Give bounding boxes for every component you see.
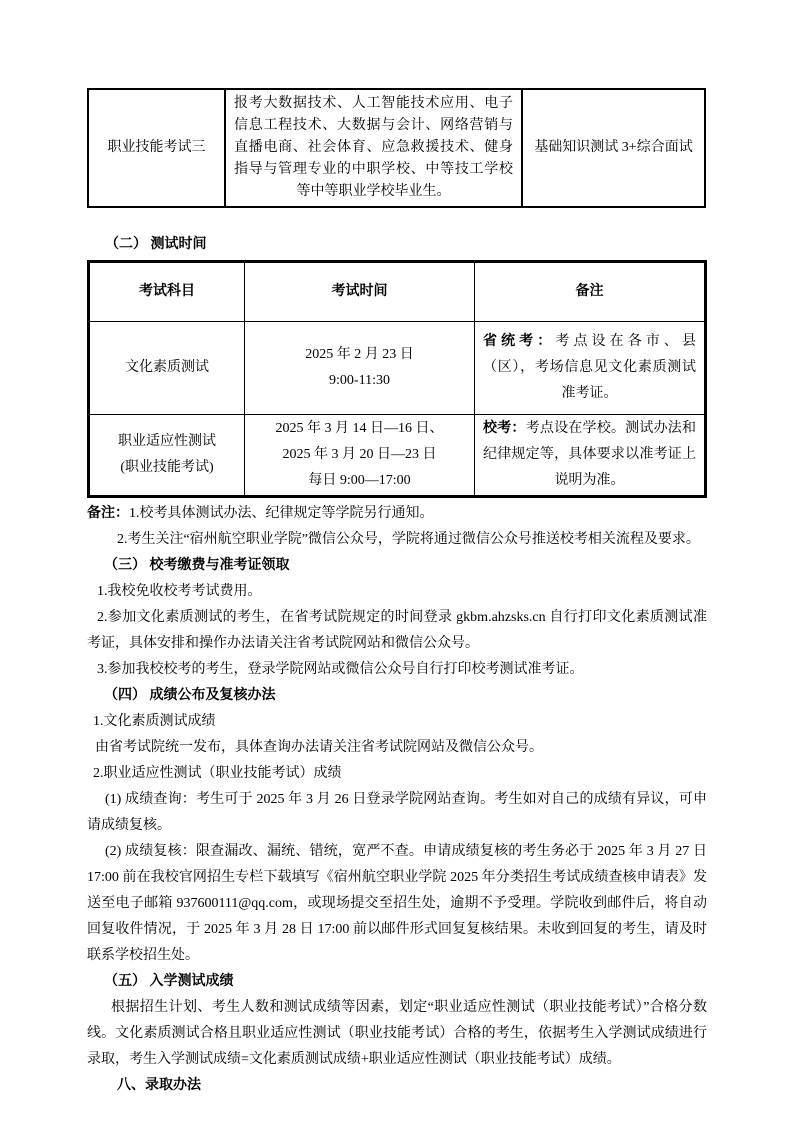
time-line: 2025 年 3 月 20 日—23 日: [282, 447, 437, 462]
remark-cell: [475, 415, 706, 497]
table-header-row: [89, 262, 706, 322]
section-five-heading: （五） 入学测试成绩: [104, 974, 234, 989]
remark-text: 考点设在学校。测试办法和纪律规定等，具体要求以准考证上说明为准。: [483, 421, 697, 488]
table-notes-line1: [87, 501, 707, 527]
time-line: 2025 年 3 月 14 日—16 日、: [275, 421, 444, 436]
remark-label: 校考：: [483, 421, 526, 436]
score-review-paragraph: (2) 成绩复核：限查漏改、漏统、错统，宽严不查。申请成绩复核的考生务必于 2025 年 3 月 27 日 17:00 前在我校官网招生专栏下载填写《宿州航空职业学院 2025 年分类招生考试成绩查核申请表》发送至电子邮箱 937600111@qq.com，或现场提交至招生处，逾期不予受理。学院收到邮件后，将自动回复收件情况，于 2025 年 3 月 28 日 17:00 前以邮件形式回复复核结果。未收到回复的考生，请及时联系学校招生处。: [87, 844, 707, 963]
header-exam-subject: 考试科目: [89, 262, 245, 322]
fee-exemption-item: 1.我校免收校考考试费用。: [97, 584, 262, 599]
section-four-heading: （四） 成绩公布及复核办法: [104, 688, 276, 703]
section-three-heading: （三） 校考缴费与准考证领取: [104, 558, 290, 573]
remark-label: 省统考：: [483, 334, 556, 349]
test-time-table: [87, 260, 707, 498]
time-line: 每日 9:00—17:00: [308, 473, 411, 488]
table-row: [89, 322, 706, 415]
time-cell: [245, 322, 475, 415]
culture-test-ticket-item: 2.参加文化素质测试的考生，在省考试院规定的时间登录 gkbm.ahzsks.cn 自行打印文化素质测试准考证，具体安排和操作办法请关注省考试院网站和微信公众号。: [87, 610, 707, 651]
note-1: 1.校考具体测试办法、纪律规定等学院另行通知。: [129, 506, 434, 521]
admission-score-paragraph: 根据招生计划、考生人数和测试成绩等因素，划定“职业适应性测试（职业技能考试）”合格分数线。文化素质测试合格且职业适应性测试（职业技能考试）合格的考生，依据考生入学测试成绩进行录取，考生入学测试成绩=文化素质测试成绩+职业适应性测试（职业技能考试）成绩。: [87, 1000, 707, 1067]
culture-score-title: 1.文化素质测试成绩: [93, 714, 216, 729]
section-eight-heading: 八、录取办法: [117, 1078, 201, 1093]
table-row: [88, 89, 705, 207]
section-two-heading: （二） 测试时间: [105, 237, 207, 252]
exam-type-table-continuation: [87, 88, 706, 208]
header-exam-time: 考试时间: [245, 262, 475, 322]
subject-line: 职业适应性测试: [118, 434, 216, 449]
eligibility-cell: 报考大数据技术、人工智能技术应用、电子信息工程技术、大数据与会计、网络营销与直播电商、社会体育、应急救援技术、健身指导与管理专业的中职学校、中等技工学校等中等职业学校毕业生。: [225, 89, 522, 207]
time-line: 2025 年 2 月 23 日: [305, 347, 414, 362]
subject-cell: 文化素质测试: [89, 322, 245, 415]
subject-line: (职业技能考试): [120, 460, 214, 475]
score-query-paragraph: (1) 成绩查询：考生可于 2025 年 3 月 26 日登录学院网站查询。考生如对自己的成绩有异议，可申请成绩复核。: [87, 792, 707, 833]
school-exam-ticket-item: 3.参加我校校考的考生，登录学院网站或微信公众号自行打印校考测试准考证。: [97, 662, 584, 677]
exam-type-cell: 职业技能考试三: [88, 89, 225, 207]
remark-cell: [475, 322, 706, 415]
table-row: [89, 415, 706, 497]
subject-cell: [89, 415, 245, 497]
culture-score-body: 由省考试院统一发布，具体查询办法请关注省考试院网站及微信公众号。: [95, 740, 543, 755]
header-remark: 备注: [475, 262, 706, 322]
notes-label: 备注：: [87, 506, 129, 521]
time-cell: [245, 415, 475, 497]
time-line: 9:00-11:30: [329, 373, 390, 388]
table-notes-line2: 2.考生关注“宿州航空职业学院”微信公众号，学院将通过微信公众号推送校考相关流程及要求。: [117, 532, 700, 547]
test-method-cell: 基础知识测试 3+综合面试: [522, 89, 705, 207]
remark-text: 考点设在各市、县（区），考场信息见文化素质测试准考证。: [483, 334, 697, 401]
document-page: [87, 0, 707, 1099]
aptitude-score-title: 2.职业适应性测试（职业技能考试）成绩: [93, 766, 342, 781]
